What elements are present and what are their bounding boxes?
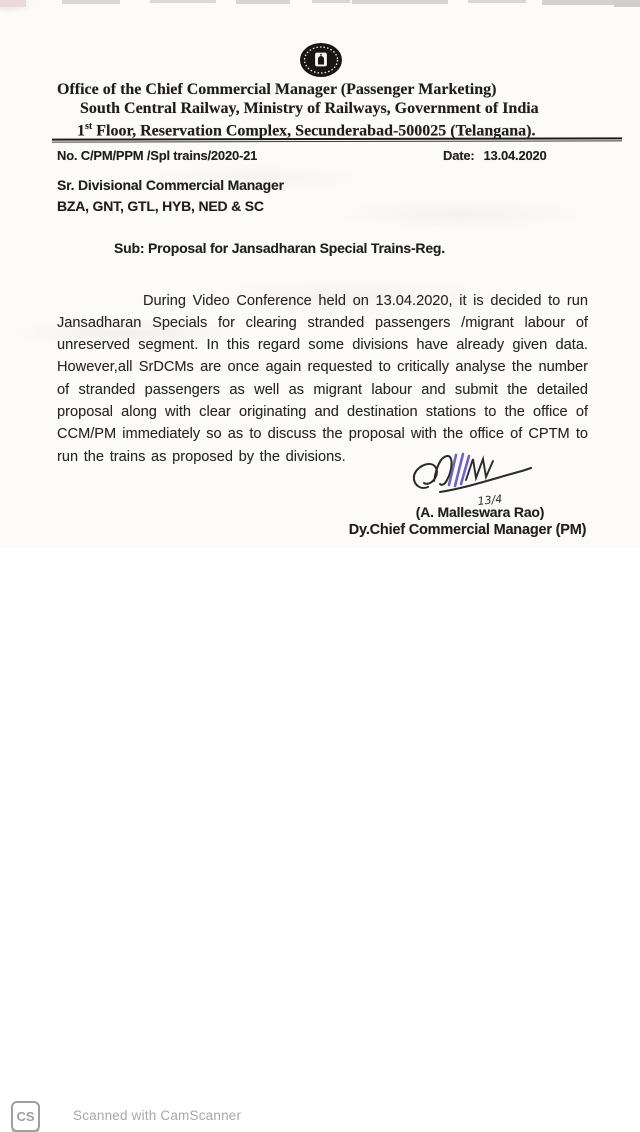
scanner-caption: Scanned with CamScanner bbox=[73, 1108, 242, 1123]
scan-artifact bbox=[614, 0, 640, 7]
letterhead-office-line: Office of the Chief Commercial Manager (Passenger Marketing) bbox=[57, 81, 497, 98]
subject-line: Sub: Proposal for Jansadharan Special Trains-Reg. bbox=[114, 240, 445, 256]
signatory-name: (A. Malleswara Rao) bbox=[415, 504, 545, 520]
signature-handwritten-date: 13/4 bbox=[476, 492, 503, 508]
header-divider-line bbox=[52, 137, 622, 143]
scan-artifact bbox=[468, 0, 526, 3]
letter-date bbox=[443, 148, 547, 163]
addressee-title: Sr. Divisional Commercial Manager bbox=[57, 177, 284, 193]
address-number: 1 bbox=[77, 122, 85, 140]
scan-artifact bbox=[62, 0, 120, 4]
reference-number: No. C/PM/PPM /Spl trains/2020-21 bbox=[57, 148, 258, 163]
letterhead bbox=[0, 81, 640, 141]
scan-artifact bbox=[236, 0, 290, 4]
scan-artifact bbox=[542, 0, 614, 5]
signatory-designation: Dy.Chief Commercial Manager (PM) bbox=[348, 522, 587, 538]
scanner-footer bbox=[0, 548, 640, 1124]
address-ordinal-suffix: st bbox=[85, 121, 93, 132]
date-value: 13.04.2020 bbox=[483, 148, 547, 163]
letter-body-paragraph: During Video Conference held on 13.04.2020, it is decided to run Jansadharan Specials for clearing stranded passengers /migrant labour of unreserved segment. In this regard some divisions have already given data. However,all SrDCMs are once again requested to critically analyse the number of stranded passengers as well as migrant labour and submit the detailed proposal along with clear originating and destination stations to the office of CCM/PM immediately so as to discuss the proposal with the office of CPTM to run the trains as proposed by the divisions. bbox=[57, 292, 588, 465]
scan-artifact bbox=[150, 0, 216, 3]
camscanner-icon: CS bbox=[11, 1101, 40, 1132]
indian-railways-crest-icon bbox=[298, 41, 344, 79]
addressee-divisions: BZA, GNT, GTL, HYB, NED & SC bbox=[57, 198, 264, 214]
scan-artifact bbox=[0, 0, 26, 7]
scan-artifact bbox=[312, 0, 350, 3]
date-label: Date: bbox=[443, 148, 475, 163]
letterhead-railway-line: South Central Railway, Ministry of Railways, Government of India bbox=[80, 99, 539, 117]
scan-artifact bbox=[352, 0, 448, 4]
addressee-block bbox=[57, 175, 284, 217]
address-rest: Floor, Reservation Complex, Secunderabad-500025 (Telangana). bbox=[92, 122, 536, 140]
